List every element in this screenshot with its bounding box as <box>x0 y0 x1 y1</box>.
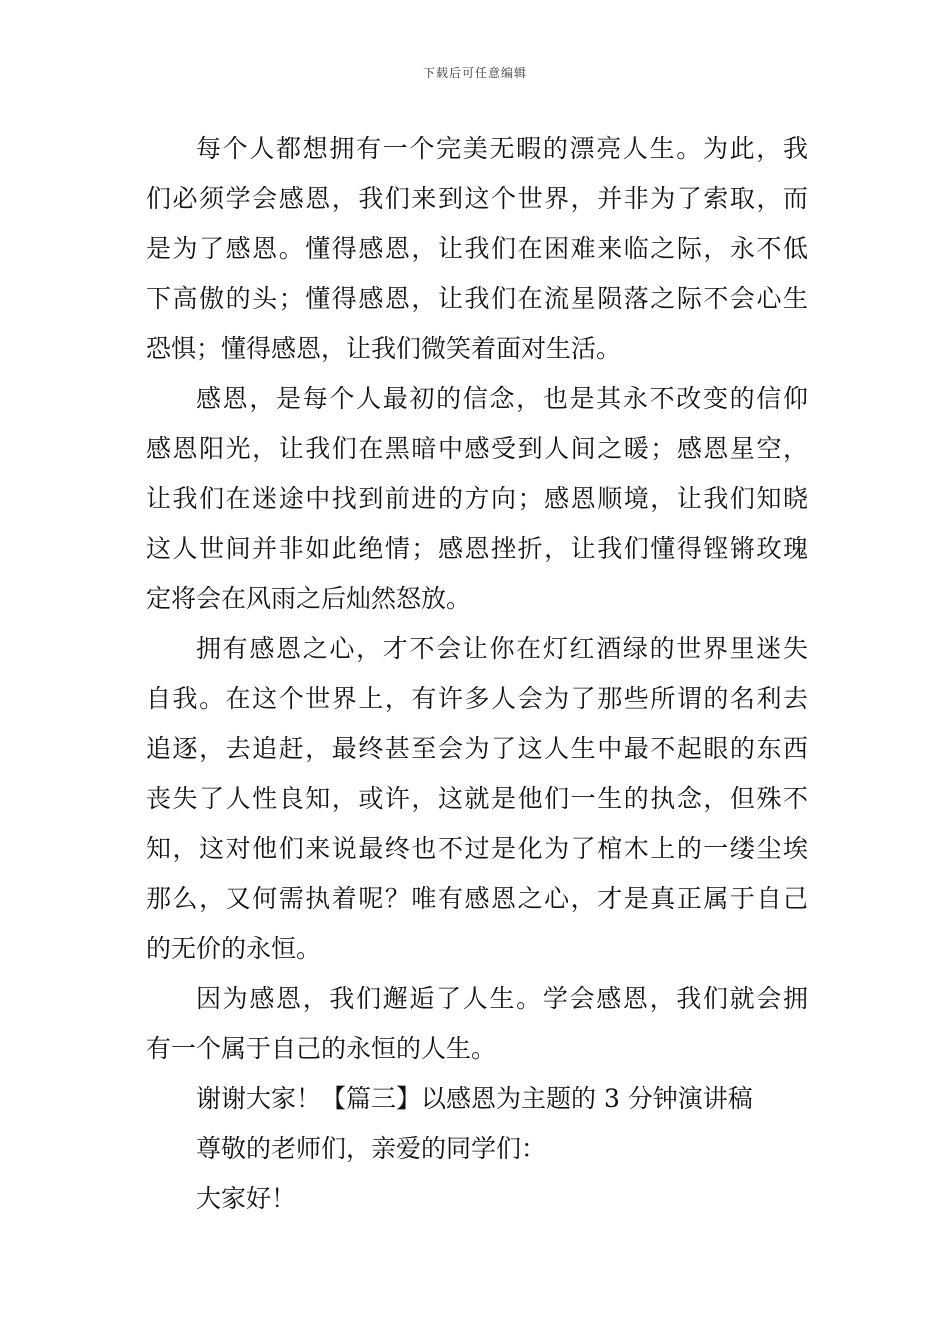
text-line: 感恩阳光，让我们在黑暗中感受到人间之暖；感恩星空， <box>146 434 808 463</box>
text-line: 恐惧；懂得感恩，让我们微笑着面对生活。 <box>146 334 622 363</box>
document-body <box>146 124 808 1224</box>
text-line: 每个人都想拥有一个完美无暇的漂亮人生。为此，我 <box>196 134 808 163</box>
text-line: 是为了感恩。懂得感恩，让我们在困难来临之际，永不低 <box>146 234 808 263</box>
text-line: 丧失了人性良知，或许，这就是他们一生的执念，但殊不 <box>146 784 808 813</box>
text-line: 定将会在风雨之后灿然怒放。 <box>146 584 472 613</box>
text-line: 这人世间并非如此绝情；感恩挫折，让我们懂得铿锵玫瑰 <box>146 534 808 563</box>
text-line: 拥有感恩之心，才不会让你在灯红酒绿的世界里迷失 <box>196 634 808 663</box>
text-line: 尊敬的老师们，亲爱的同学们： <box>196 1134 547 1163</box>
text-line: 有一个属于自己的永恒的人生。 <box>146 1034 497 1063</box>
text-line: 追逐，去追赶，最终甚至会为了这人生中最不起眼的东西 <box>146 734 808 763</box>
text-line: 下高傲的头；懂得感恩，让我们在流星陨落之际不会心生 <box>146 284 808 313</box>
text-line: 谢谢大家！【篇三】以感恩为主题的 3 分钟演讲稿 <box>196 1084 753 1113</box>
text-line: 那么，又何需执着呢？唯有感恩之心，才是真正属于自己 <box>146 884 808 913</box>
text-line: 因为感恩，我们邂逅了人生。学会感恩，我们就会拥 <box>196 984 808 1013</box>
text-line: 大家好！ <box>196 1184 297 1213</box>
text-line: 们必须学会感恩，我们来到这个世界，并非为了索取，而 <box>146 184 808 213</box>
text-line: 自我。在这个世界上，有许多人会为了那些所谓的名利去 <box>146 684 808 713</box>
page-header: 下载后可任意编辑 <box>422 66 527 80</box>
text-line: 感恩，是每个人最初的信念，也是其永不改变的信仰 <box>196 384 808 413</box>
text-line: 的无价的永恒。 <box>146 934 322 963</box>
text-line: 让我们在迷途中找到前进的方向；感恩顺境，让我们知晓 <box>146 484 808 513</box>
text-line: 知，这对他们来说最终也不过是化为了棺木上的一缕尘埃 <box>146 834 808 863</box>
